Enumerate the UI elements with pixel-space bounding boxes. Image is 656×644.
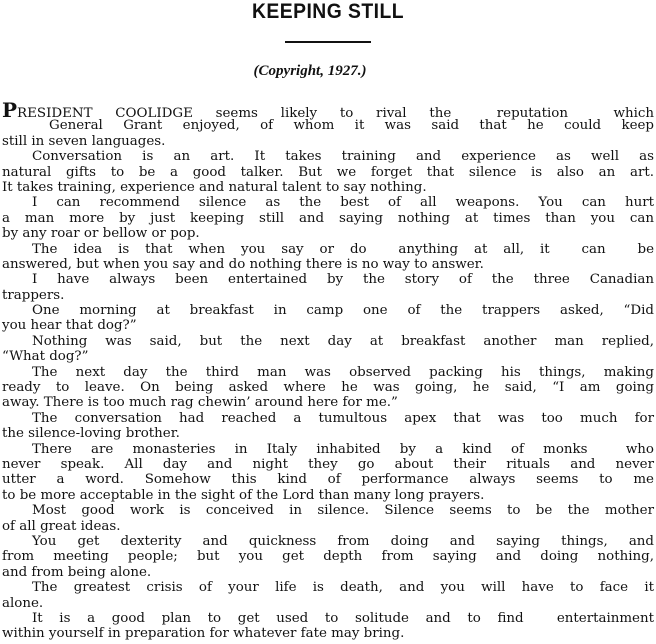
text-line: The conversation had reached a tumultous apex that was too much for bbox=[32, 410, 654, 426]
text-line: a man more by just keeping still and saying nothing at times than you can bbox=[2, 210, 654, 226]
text-line: Most good work is conceived in silence. Silence seems to be the mother bbox=[32, 503, 654, 519]
text-line: never speak. All day and night they go about their rituals and never bbox=[2, 456, 654, 472]
text-line: alone. bbox=[2, 595, 44, 611]
text-line: One morning at breakfast in camp one of the trappers asked, “Did bbox=[32, 303, 654, 319]
title-rule bbox=[285, 41, 371, 43]
text-line: The greatest crisis of your life is death, and you will have to face it bbox=[32, 580, 654, 596]
text-line: to be more acceptable in the sight of the Lord than many long prayers. bbox=[2, 487, 485, 503]
text-line: you hear that dog?” bbox=[2, 318, 137, 334]
copyright-notice: (Copyright, 1927.) bbox=[253, 63, 367, 79]
text-line: The idea is that when you say or do anything at all, it can be bbox=[32, 241, 654, 257]
text-line bbox=[2, 98, 654, 122]
text-line: Nothing was said, but the next day at breakfast another man replied, bbox=[32, 333, 654, 349]
text-line: from meeting people; but you get depth from saying and doing nothing, bbox=[2, 549, 654, 565]
text-line: ready to leave. On being asked where he was going, he said, “I am going bbox=[2, 380, 654, 396]
drop-cap: P bbox=[2, 98, 18, 122]
article-headline: KEEPING STILL bbox=[252, 0, 404, 23]
text-line: the silence-loving brother. bbox=[2, 426, 180, 442]
text-line: “What dog?” bbox=[2, 349, 89, 365]
text-line: of all great ideas. bbox=[2, 518, 121, 534]
text-line: You get dexterity and quickness from doing and saying things, and bbox=[32, 533, 654, 549]
text-line: It is a good plan to get used to solitude and to find entertainment bbox=[32, 610, 654, 626]
text-line: and from being alone. bbox=[2, 564, 152, 580]
text-line: There are monasteries in Italy inhabited by a kind of monks who bbox=[32, 441, 654, 457]
text-line: trappers. bbox=[2, 287, 65, 303]
article-body bbox=[2, 98, 654, 642]
text-line: still in seven languages. bbox=[2, 133, 166, 149]
text-line: It takes training, experience and natural talent to say nothing. bbox=[2, 179, 427, 195]
text-line: answered, but when you say and do nothing there is no way to answer. bbox=[2, 256, 484, 272]
text-line: The next day the third man was observed packing his things, making bbox=[32, 364, 654, 380]
text-line: within yourself in preparation for whatever fate may bring. bbox=[2, 626, 405, 642]
text-line: Conversation is an art. It takes training and experience as well as bbox=[32, 149, 654, 165]
text-line: away. There is too much rag chewin’ around here for me.” bbox=[2, 395, 398, 411]
text-line: I have always been entertained by the story of the three Canadian bbox=[32, 272, 654, 288]
text-line: General Grant enjoyed, of whom it was said that he could keep bbox=[49, 118, 654, 134]
text-line: by any roar or bellow or pop. bbox=[2, 226, 200, 242]
text-line: natural gifts to be a good talker. But we forget that silence is also an art. bbox=[2, 164, 654, 180]
text-line: I can recommend silence as the best of all weapons. You can hurt bbox=[32, 195, 654, 211]
opening-line-text: RESIDENT COOLIDGE seems likely to rival the reputation which bbox=[17, 106, 654, 121]
text-line: utter a word. Somehow this kind of performance always seems to me bbox=[2, 472, 654, 488]
